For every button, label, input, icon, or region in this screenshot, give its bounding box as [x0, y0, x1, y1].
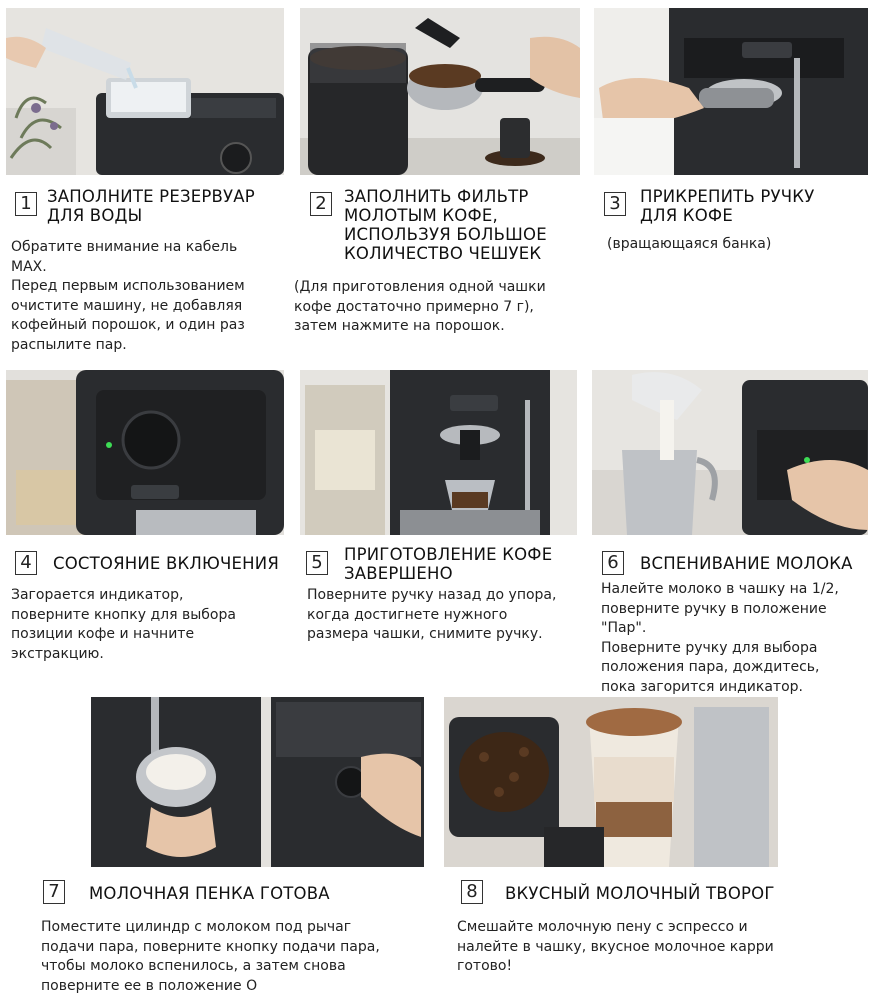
power-knob-photo-icon: [6, 370, 284, 535]
step-number: 4: [15, 551, 37, 575]
step-number: 3: [604, 192, 626, 216]
step-title: МОЛОЧНАЯ ПЕНКА ГОТОВА: [89, 884, 330, 903]
water-tank-photo-icon: [6, 8, 284, 175]
step-description: (вращающаяся банка): [607, 236, 772, 252]
step-number: 1: [15, 192, 37, 216]
step-description: Налейте молоко в чашку на 1/2, поверните ручку в положение "Пар". Поверните ручку для выбора положения пара, дождитесь, пока загорится индикатор.: [601, 581, 839, 695]
step-title: ЗАПОЛНИТЬ ФИЛЬТР МОЛОТЫМ КОФЕ, ИСПОЛЬЗУЯ БОЛЬШОЕ КОЛИЧЕСТВО ЧЕШУЕК: [344, 187, 547, 263]
step-number: 6: [602, 551, 624, 575]
step-title: СОСТОЯНИЕ ВКЛЮЧЕНИЯ: [53, 554, 279, 573]
attach-handle-photo-icon: [594, 8, 868, 175]
step-title: ЗАПОЛНИТЕ РЕЗЕРВУАР ДЛЯ ВОДЫ: [47, 187, 255, 225]
step-number: 8: [461, 880, 483, 904]
latte-glass-photo-icon: [444, 697, 778, 867]
step-title: ПРИГОТОВЛЕНИЕ КОФЕ ЗАВЕРШЕНО: [344, 545, 553, 583]
step-number: 7: [43, 880, 65, 904]
step-description: Обратите внимание на кабель MAX. Перед первым использованием очистите машину, не добавляя кофейный порошок, и один раз распылите пар.: [11, 239, 245, 353]
step-description: Поместите цилиндр с молоком под рычаг подачи пара, поверните кнопку подачи пара, чтобы молоко вспенилось, а затем снова поверните ее в положение О: [41, 919, 380, 994]
espresso-done-photo-icon: [300, 370, 577, 535]
step-description: (Для приготовления одной чашки кофе достаточно примерно 7 г), затем нажмите на порошок.: [294, 279, 546, 334]
step-number: 5: [306, 551, 328, 575]
step-number: 2: [310, 192, 332, 216]
milk-pitcher-photo-icon: [592, 370, 868, 535]
step-description: Смешайте молочную пену с эспрессо и налейте в чашку, вкусное молочное карри готово!: [457, 919, 774, 974]
step-title: ПРИКРЕПИТЬ РУЧКУ ДЛЯ КОФЕ: [640, 187, 815, 225]
step-description: Загорается индикатор, поверните кнопку для выбора позиции кофе и начните экстракцию.: [11, 587, 236, 662]
coffee-filter-photo-icon: [300, 8, 580, 175]
steam-wand-photo-icon: [91, 697, 424, 867]
step-title: ВКУСНЫЙ МОЛОЧНЫЙ ТВОРОГ: [505, 884, 775, 903]
step-description: Поверните ручку назад до упора, когда достигнете нужного размера чашки, снимите ручку.: [307, 587, 557, 642]
step-title: ВСПЕНИВАНИЕ МОЛОКА: [640, 554, 853, 573]
